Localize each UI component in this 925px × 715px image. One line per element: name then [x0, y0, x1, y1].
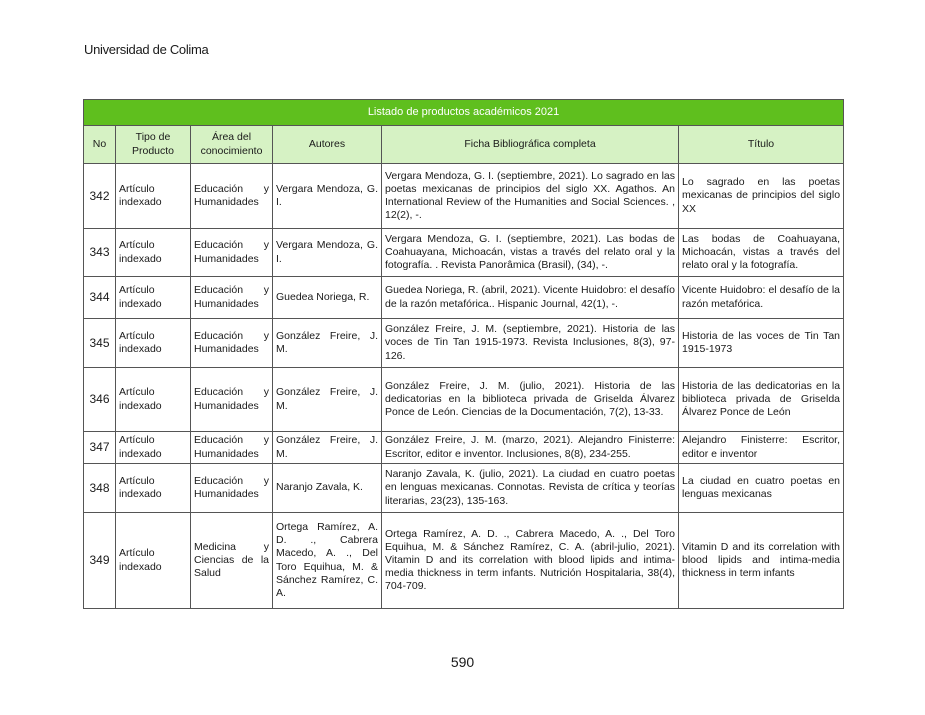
- cell-autores: González Freire, J. M.: [273, 432, 382, 464]
- cell-no: 345: [84, 319, 116, 368]
- cell-ficha: González Freire, J. M. (septiembre, 2021). Historia de las voces de Tin Tan 1915-1973. Revista Inclusiones, 8(3), 97-126.: [382, 319, 679, 368]
- column-header-titulo: Título: [679, 126, 844, 164]
- cell-titulo: Historia de las voces de Tin Tan 1915-1973: [679, 319, 844, 368]
- cell-autores: Vergara Mendoza, G. I.: [273, 164, 382, 229]
- cell-area: Educación y Humanidades: [191, 432, 273, 464]
- cell-area: Educación y Humanidades: [191, 229, 273, 277]
- cell-no: 348: [84, 464, 116, 513]
- cell-area: Educación y Humanidades: [191, 164, 273, 229]
- cell-titulo: Lo sagrado en las poetas mexicanas de principios del siglo XX: [679, 164, 844, 229]
- cell-tipo: Artículo indexado: [116, 164, 191, 229]
- cell-tipo: Artículo indexado: [116, 229, 191, 277]
- cell-ficha: Ortega Ramírez, A. D. ., Cabrera Macedo, A. ., Del Toro Equihua, M. & Sánchez Ramírez, C. A. (abril-julio, 2021). Vitamin D and its correlation with blood lipids and intima-media thickness in term infants. Nutrición Hospitalaria, 38(4), 704-709.: [382, 513, 679, 609]
- cell-titulo: Las bodas de Coahuayana, Michoacán, vistas a través del relato oral y la fotografía.: [679, 229, 844, 277]
- table-row: [84, 464, 844, 513]
- cell-ficha: Guedea Noriega, R. (abril, 2021). Vicente Huidobro: el desafío de la razón metafórica.. Hispanic Journal, 42(1), -.: [382, 277, 679, 319]
- cell-autores: Ortega Ramírez, A. D. ., Cabrera Macedo, A. ., Del Toro Equihua, M. & Sánchez Ramírez, C. A.: [273, 513, 382, 609]
- cell-no: 344: [84, 277, 116, 319]
- column-header-no: No: [84, 126, 116, 164]
- cell-no: 343: [84, 229, 116, 277]
- table-title-row: [84, 100, 844, 126]
- cell-tipo: Artículo indexado: [116, 464, 191, 513]
- cell-ficha: Vergara Mendoza, G. I. (septiembre, 2021). Las bodas de Coahuayana, Michoacán, vistas a través del relato oral y la fotografía. . Revista Panorâmica (Brasil), (34), -.: [382, 229, 679, 277]
- cell-titulo: Historia de las dedicatorias en la biblioteca privada de Griselda Álvarez Ponce de León: [679, 368, 844, 432]
- cell-autores: González Freire, J. M.: [273, 368, 382, 432]
- cell-autores: Guedea Noriega, R.: [273, 277, 382, 319]
- cell-autores: González Freire, J. M.: [273, 319, 382, 368]
- cell-no: 342: [84, 164, 116, 229]
- column-header-row: [84, 126, 844, 164]
- running-header: Universidad de Colima: [84, 42, 209, 57]
- cell-autores: Vergara Mendoza, G. I.: [273, 229, 382, 277]
- cell-tipo: Artículo indexado: [116, 277, 191, 319]
- cell-tipo: Artículo indexado: [116, 368, 191, 432]
- cell-area: Educación y Humanidades: [191, 464, 273, 513]
- table-row: [84, 164, 844, 229]
- column-header-tipo: Tipo de Producto: [116, 126, 191, 164]
- cell-area: Medicina y Ciencias de la Salud: [191, 513, 273, 609]
- products-table: [83, 99, 844, 609]
- cell-ficha: González Freire, J. M. (marzo, 2021). Alejandro Finisterre: Escritor, editor e inventor. Inclusiones, 8(8), 234-255.: [382, 432, 679, 464]
- cell-no: 347: [84, 432, 116, 464]
- cell-area: Educación y Humanidades: [191, 368, 273, 432]
- table-row: [84, 319, 844, 368]
- cell-ficha: Vergara Mendoza, G. I. (septiembre, 2021). Lo sagrado en las poetas mexicanas de principios del siglo XX. Agathos. An International Review of the Humanities and Social Sciences. , 12(2), -.: [382, 164, 679, 229]
- cell-tipo: Artículo indexado: [116, 513, 191, 609]
- cell-no: 349: [84, 513, 116, 609]
- cell-tipo: Artículo indexado: [116, 432, 191, 464]
- cell-tipo: Artículo indexado: [116, 319, 191, 368]
- table-row: [84, 277, 844, 319]
- table-row: [84, 368, 844, 432]
- cell-area: Educación y Humanidades: [191, 319, 273, 368]
- column-header-ficha: Ficha Bibliográfica completa: [382, 126, 679, 164]
- cell-no: 346: [84, 368, 116, 432]
- cell-titulo: Vicente Huidobro: el desafío de la razón metafórica.: [679, 277, 844, 319]
- cell-autores: Naranjo Zavala, K.: [273, 464, 382, 513]
- cell-titulo: Alejandro Finisterre: Escritor, editor e inventor: [679, 432, 844, 464]
- table-row: [84, 229, 844, 277]
- column-header-area: Área del conocimiento: [191, 126, 273, 164]
- cell-area: Educación y Humanidades: [191, 277, 273, 319]
- column-header-autores: Autores: [273, 126, 382, 164]
- table-title: Listado de productos académicos 2021: [84, 100, 844, 126]
- cell-ficha: Naranjo Zavala, K. (julio, 2021). La ciudad en cuatro poetas en lenguas mexicanas. Connotas. Revista de crítica y teorías literarias, 23(23), 135-163.: [382, 464, 679, 513]
- table-row: [84, 513, 844, 609]
- page-number: 590: [450, 654, 475, 670]
- cell-ficha: González Freire, J. M. (julio, 2021). Historia de las dedicatorias en la biblioteca privada de Griselda Álvarez Ponce de León. Ciencias de la Documentación, 7(2), 13-33.: [382, 368, 679, 432]
- cell-titulo: La ciudad en cuatro poetas en lenguas mexicanas: [679, 464, 844, 513]
- cell-titulo: Vitamin D and its correlation with blood lipids and intima-media thickness in term infants: [679, 513, 844, 609]
- table-row: [84, 432, 844, 464]
